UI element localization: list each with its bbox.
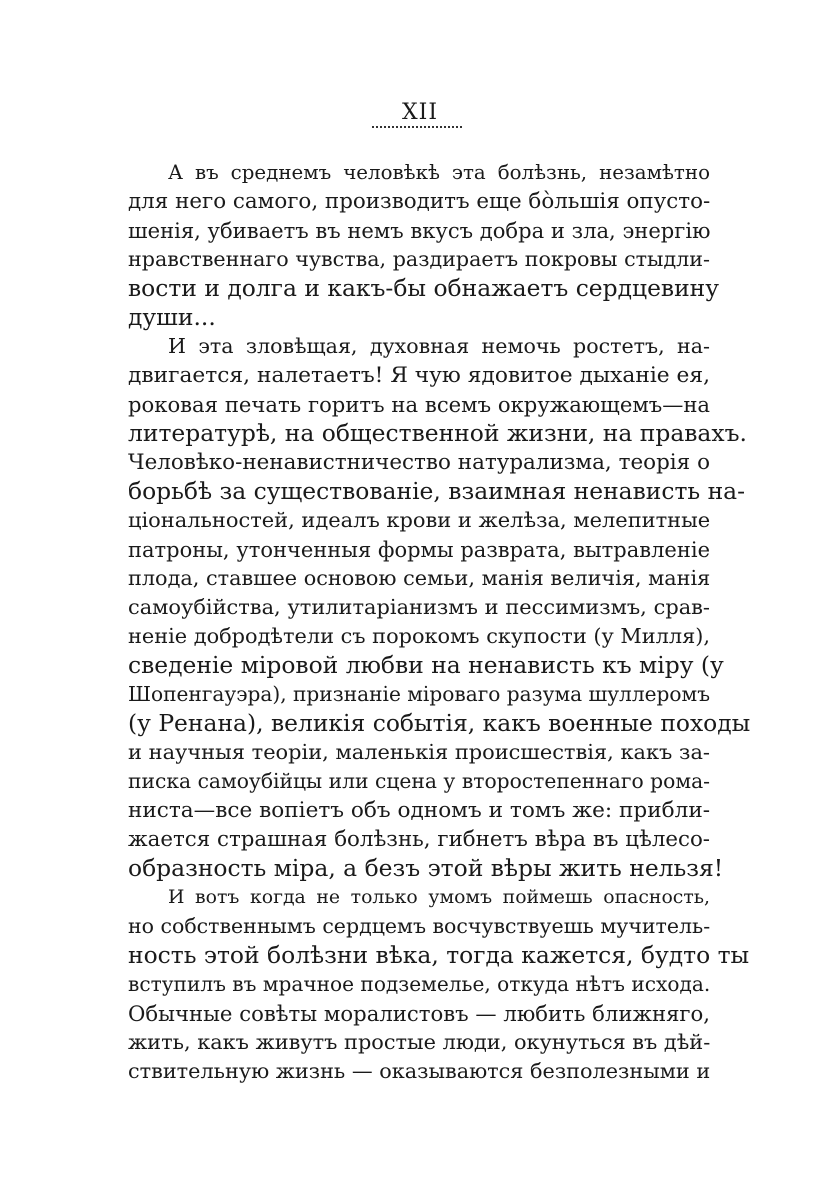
text-line: шенія, убиваетъ въ немъ вкусъ добра и зла, энергію — [128, 218, 711, 243]
text-line: патроны, утонченныя формы разврата, вытравленіе — [128, 537, 710, 562]
text-line: для него самого, производитъ еще бо̀льшія опусто- — [128, 189, 711, 214]
text-line: сведеніе міровой любви на ненависть къ міру (у — [128, 651, 724, 679]
paragraph-3 — [128, 883, 750, 1086]
text-line: писка самоубійцы или сцена у второстепеннаго рома- — [128, 769, 710, 793]
text-line: двигается, налетаетъ! Я чую ядовитое дыханіе ея, — [128, 363, 710, 388]
text-line: образность міра, а безъ этой вѣры жить нельзя! — [128, 854, 724, 882]
text-line: И вотъ когда не только умомъ поймешь опасность, — [168, 887, 710, 908]
text-line: нравственнаго чувства, раздираетъ покровы стыдли- — [128, 247, 710, 271]
text-line: вости и долга и какъ-бы обнажаетъ сердцевину — [128, 274, 720, 302]
text-line: И эта зловѣщая, духовная немочь ростетъ, на- — [168, 334, 710, 358]
text-line: жить, какъ живутъ простые люди, окунуться въ дѣй- — [128, 1030, 711, 1054]
text-line: неніе добродѣтели съ порокомъ скупости (у Милля), — [128, 624, 710, 648]
text-line: Шопенгауэра), признаніе міроваго разума шуллеромъ — [128, 682, 710, 706]
text-line: ствительную жизнь — оказываются безполезными и — [128, 1059, 711, 1083]
text-line: литературѣ, на общественной жизни, на правахъ. — [128, 419, 747, 447]
page-number: XII — [401, 100, 439, 125]
header-rule — [372, 126, 462, 128]
paragraph-2 — [128, 332, 751, 883]
text-line: но собственнымъ сердцемъ восчувствуешь мучитель- — [128, 914, 711, 938]
text-line: роковая печать горитъ на всемъ окружающемъ—на — [128, 392, 710, 417]
text-line: (у Ренана), великія событія, какъ военные походы — [128, 709, 751, 737]
text-line: ность этой болѣзни вѣка, тогда кажется, будто ты — [128, 941, 750, 969]
paragraph-1 — [128, 158, 720, 332]
text-line: А въ среднемъ человѣкѣ эта болѣзнь, незамѣтно — [168, 161, 710, 184]
text-line: Обычные совѣты моралистовъ — любить ближняго, — [128, 1001, 710, 1026]
text-line: борьбѣ за существованіе, взаимная ненависть на- — [128, 477, 746, 505]
body-text — [128, 158, 751, 1086]
text-line: души... — [128, 303, 216, 331]
text-line: ниста—все вопіетъ объ одномъ и томъ же: прибли- — [128, 798, 710, 823]
text-line: ціональностей, идеалъ крови и желѣза, мелепитные — [128, 508, 711, 532]
text-line: Человѣко-ненавистничество натурализма, теорія о — [128, 450, 710, 475]
text-line: самоубійства, утилитаріанизмъ и пессимизмъ, срав- — [128, 595, 710, 619]
text-line: жается страшная болѣзнь, гибнетъ вѣра въ цѣлесо- — [128, 827, 710, 852]
text-line: вступилъ въ мрачное подземелье, откуда нѣтъ исхода. — [128, 972, 711, 996]
text-line: и научныя теоріи, маленькія происшествія, какъ за- — [128, 740, 710, 764]
text-line: плода, ставшее основою семьи, манія величія, манія — [128, 566, 711, 590]
